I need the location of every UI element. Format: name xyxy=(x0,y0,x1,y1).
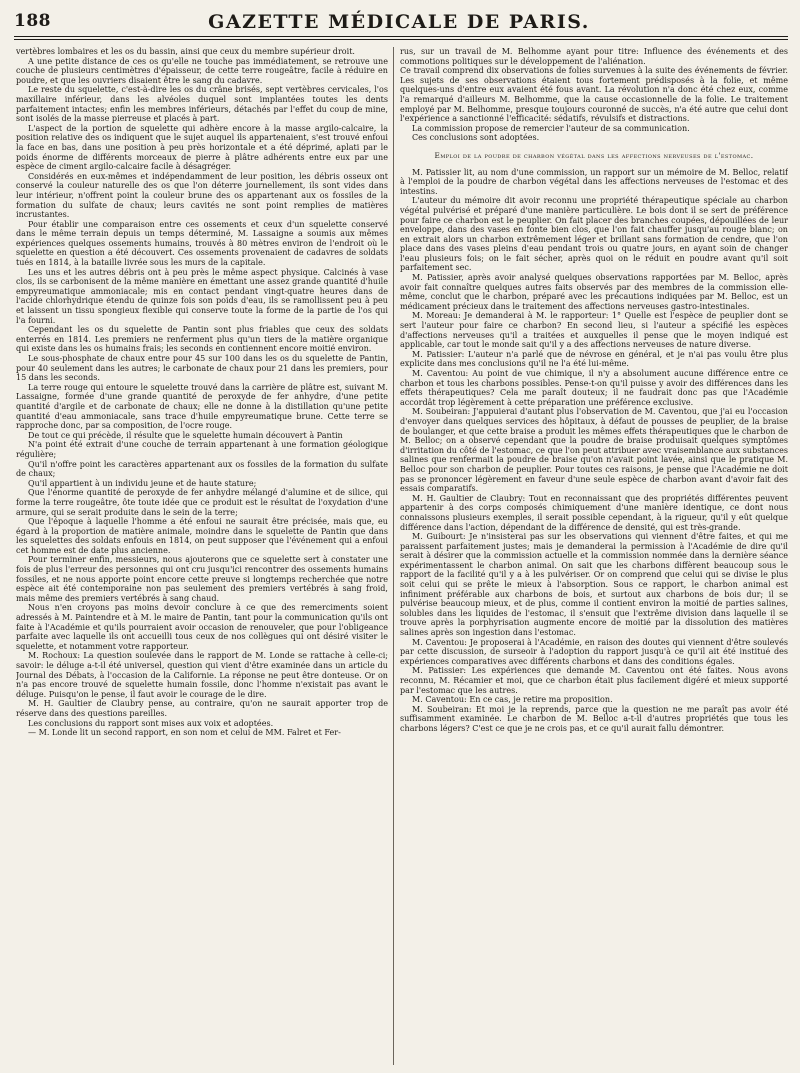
paragraph: M. Patissier: Les expériences que demande M. Caventou ont été faites. Nous avons reconnu, M. Récamier et moi, que ce charbon était plus facilement digéré et mieux supporté par l'estomac que les autres. xyxy=(400,666,788,695)
paragraph: M. Guibourt: Je n'insisterai pas sur les observations qui viennent d'être faites, et qui me paraissent parfaitement justes; mais je demanderai la permission à l'Académie de dire qu'il serait à désirer que la commission actuelle et la commission nommée dans la dernière séance expérimentassent le charbon animal. On sait que les charbons diffèrent beaucoup sous le rapport de la facilité qu'il y a à les pulvériser. Or on comprend que celui qui se divise le plus soit celui qui se prête le mieux à l'absorption. Sous ce rapport, le charbon animal est infiniment préférable aux charbons de bois, et surtout aux charbons de bois dur; il se pulvérise beaucoup mieux, et de plus, comme il contient environ la moitié de parties salines, solubles dans les liquides de l'estomac, il s'ensuit que l'extrême division dans laquelle il se trouve après la porphyrisation augmente encore de moitié par la dissolution des matières salines après son ingestion dans l'estomac. xyxy=(400,532,788,638)
paragraph: De tout ce qui précède, il résulte que le squelette humain découvert à Pantin xyxy=(28,430,343,440)
paragraph: vertèbres lombaires et les os du bassin, ainsi que ceux du membre supérieur droit. xyxy=(16,47,355,56)
paragraph: M. Moreau: Je demanderai à M. le rapporteur: 1° Quelle est l'espèce de peuplier dont se sert l'auteur pour faire ce charbon? En second lieu, si l'auteur a spécifié les espèces d'affections nerveuses qu'il a traitées et auxquelles il pense que le moyen indiqué est applicable, car tout le monde sait qu'il y a des affections nerveuses de nature diverse. xyxy=(400,311,788,350)
paragraph: L'auteur du mémoire dit avoir reconnu une propriété thérapeutique spéciale au charbon végétal pulvérisé et préparé d'une manière particulière. Le bois dont il se sert de préférence pour faire ce charbon est le peuplier. On fait placer des branches coupées, dépouillées de leur enveloppe, dans des vases en fonte bien clos, que l'on fait chauffer jusqu'au rouge blanc; on en extrait alors un charbon extrêmement léger et brillant sans formation de cendre, que l'on place dans des vases pleins d'eau pendant trois ou quatre jours, en ayant soin de changer l'eau plusieurs fois; on le fait sécher, après quoi on le réduit en poudre avant qu'il soit parfaitement sec. xyxy=(400,196,788,273)
paragraph: M. H. Gaultier de Claubry: Tout en reconnaissant que des propriétés différentes peuvent appartenir à des corps composés chimiquement d'une manière identique, ce dont nous connaissons plusieurs exemples, il serait possible cependant, à la rigueur, qu'il y eût quelque différence dans l'action, dépendant de la différence de densité, qui est très-grande. xyxy=(400,493,788,532)
paragraph: Les uns et les autres débris ont à peu près le même aspect physique. Calcinés à vase clos, ils se carbonisent de la même manière en émettant une assez grande quantité d'huile empyreumatique ammoniacale; mis en contact pendant vingt-quatre heures dans de l'acide chlorhydrique étendu de quinze fois son poids d'eau, ils se ramollissent peu à peu et laissent un tissu spongieux flexible qui conserve toute la forme de la partie de l'os qui l'a fourni. xyxy=(16,267,388,325)
paragraph: M. Patissier, après avoir analysé quelques observations rapportées par M. Belloc, après avoir fait connaître quelques autres faits observés par des membres de la commission elle-même, conclut que le charbon, préparé avec les précautions indiquées par M. Belloc, est un médicament précieux dans le traitement des affections nerveuses gastro-intestinales. xyxy=(400,273,788,311)
paragraph: Ces conclusions sont adoptées. xyxy=(412,133,540,143)
paragraph: Qu'il n'offre point les caractères appartenant aux os fossiles de la formation du sulfate de chaux; xyxy=(16,459,388,479)
header-rule xyxy=(14,36,788,37)
paragraph: M. Caventou: Au point de vue chimique, il n'y a absolument aucune différence entre ce charbon et tous les charbons possibles. Pense-t-on qu'il puisse y avoir des différences dans les effets thérapeutiques? Cela me paraît douteux; il ne faudrait donc pas que l'Académie accordât trop légèrement à cette préparation une préférence exclusive. xyxy=(400,369,788,407)
paragraph: M. Caventou: Je proposerai à l'Académie, en raison des doutes qui viennent d'être soulevés par cette discussion, de surseoir à l'adoption du rapport jusqu'à ce qu'il ait été institué des expériences comparatives avec différents charbons et dans des conditions égales. xyxy=(400,637,788,666)
paragraph: Qu'il appartient à un individu jeune et de haute stature; xyxy=(28,478,257,488)
paragraph: M. Caventou: En ce cas, je retire ma proposition. xyxy=(412,695,613,705)
section-heading: Emploi de la poudre de charbon végétal dans les affections nerveuses de l'estomac. xyxy=(434,150,754,160)
paragraph: M. Soubeiran: J'appuierai d'autant plus l'observation de M. Caventou, que j'ai eu l'occasion d'envoyer dans quelques services des hôpitaux, à défaut de pousses de peuplier, de la braise de boulanger, et que cette braise a produit les mêmes effets thérapeutiques que le charbon de M. Belloc; on a observé cependant que la poudre de braise produisait quelques symptômes d'irritation du côté de l'estomac, ce que l'on peut attribuer avec vraisemblance aux substances salines que renfermait la poudre de braise qu'on n'avait point lavée, ainsi que le pratique M. Belloc pour son charbon de peuplier. Pour toutes ces raisons, je pense que l'Académie ne doit pas se prononcer légèrement en faveur d'une seule espèce de charbon avant d'avoir fait des essais comparatifs. xyxy=(400,407,788,494)
paragraph: M. H. Gaultier de Claubry pense, au contraire, qu'on ne saurait apporter trop de réserve dans des questions pareilles. xyxy=(16,699,388,718)
paragraph: La terre rouge qui entoure le squelette trouvé dans la carrière de plâtre est, suivant M. Lassaigne, formée d'une grande quantité de peroxyde de fer anhydre, d'une petite quantité d'argile et de carbonate de chaux; elle ne donne à la distillation qu'une petite quantité d'eau ammoniacale, sans trace d'huile empyreumatique brune. Cette terre se rapproche donc, par sa composition, de l'ocre rouge. xyxy=(16,382,388,431)
paragraph: M. Patissier: L'auteur n'a parlé que de névrose en général, et je n'ai pas voulu être plus explicite dans mes conclusions qu'il ne l'a été lui-même. xyxy=(400,349,788,369)
paragraph: Cependant les os du squelette de Pantin sont plus friables que ceux des soldats enterrés en 1814. Les premiers ne renferment plus qu'un tiers de la matière organique qui existe dans les os humains frais; les seconds en contiennent encore moitié environ. xyxy=(16,325,388,354)
paragraph: Ce travail comprend dix observations de folies survenues à la suite des événements de février. Les sujets de ses observations étaient tous fortement prédisposés à la folie, et même quelques-uns d'entre eux avaient été fous avant. La révolution n'a donc été chez eux, comme l'a remarqué d'ailleurs M. Belhomme, que la cause occasionnelle de la folie. Le traitement employé par M. Belhomme, presque toujours couronné de succès, n'a été autre que celui dont l'expérience a sanctionné l'efficacité: sédatifs, révulsifs et distractions. xyxy=(400,66,788,124)
header-rule-thin xyxy=(14,39,788,40)
paragraph: N'a point été extrait d'une couche de terrain appartenant à une formation géologique régulière; xyxy=(16,440,388,459)
paragraph: Le sous-phosphate de chaux entre pour 45 sur 100 dans les os du squelette de Pantin, pour 40 seulement dans les autres; le carbonate de chaux pour 21 dans les premiers, pour 15 dans les seconds. xyxy=(16,354,388,383)
paragraph: L'aspect de la portion de squelette qui adhère encore à la masse argilo-calcaire, la position relative des os indiquent que le sujet auquel ils appartenaient, s'est trouvé enfoui la face en bas, dans une position à peu près horizontale et a été déprimé, aplati par le poids énorme de différents morceaux de pierre à plâtre adhérents entre eux par une espèce de ciment argilo-calcaire facile à désagréger. xyxy=(16,123,388,172)
paragraph: Les conclusions du rapport sont mises aux voix et adoptées. xyxy=(28,718,274,728)
paragraph: Pour terminer enfin, messieurs, nous ajouterons que ce squelette sert à constater une fois de plus l'erreur des personnes qui ont cru jusqu'ici rencontrer des ossements humains fossiles, et ne nous apporte point encore cette preuve si longtemps recherchée que notre espèce ait été contemporaine non pas seulement des premiers vertébrés à sang froid, mais même des premiers vertébrés à sang chaud. xyxy=(16,555,388,603)
paragraph: M. Patissier lit, au nom d'une commission, un rapport sur un mémoire de M. Belloc, relatif à l'emploi de la poudre de charbon végétal dans les affections nerveuses de l'estomac et des intestins. xyxy=(400,167,788,196)
paragraph: M. Rochoux: La question soulevée dans le rapport de M. Londe se rattache à celle-ci; savoir: le déluge a-t-il été universel, question qui vient d'être examinée dans un article du Journal des Débats, à l'occasion de la Californie. La réponse ne peut être donteuse. Or on n'a pas encore trouvé de squelette humain fossile, donc l'homme n'existait pas avant le déluge. Puisqu'on le pense, il faut avoir le courage de le dire. xyxy=(16,651,388,699)
paragraph: La commission propose de remercier l'auteur de sa communication. xyxy=(412,123,690,133)
paragraph: rus, sur un travail de M. Belhomme ayant pour titre: Influence des événements et des commotions politiques sur le développement de l'aliénation. xyxy=(400,47,788,66)
column-separator xyxy=(393,47,394,1065)
left-column xyxy=(16,47,388,1065)
paragraph: Considérés en eux-mêmes et indépendamment de leur position, les débris osseux ont conservé la couleur naturelle des os que l'on déterre journellement, ils sont vides dans leur intérieur, n'offrent point la couleur brune des os appartenant aux os fossiles de la formation du sulfate de chaux; leurs cavités ne sont point remplies de matières incrustantes. xyxy=(16,171,388,220)
page-header xyxy=(8,11,790,47)
paragraph: M. Soubeiran: Et moi je la reprends, parce que la question ne me paraît pas avoir été suffisamment examinée. Le charbon de M. Belloc a-t-il d'autres propriétés que tous les charbons légers? C'est ce que je ne crois pas, et ce qu'il aurait fallu démontrer. xyxy=(400,704,788,733)
paragraph: Pour établir une comparaison entre ces ossements et ceux d'un squelette conservé dans le même terrain depuis un temps déterminé, M. Lassaigne a soumis aux mêmes expériences quelques ossements humains, trouvés à 80 mètres environ de l'endroit où le squelette en question a été découvert. Ces ossements provenaient de cadavres de soldats tués en 1814, à la bataille livrée sous les murs de la capitale. xyxy=(16,219,388,268)
journal-title: GAZETTE MÉDICALE DE PARIS. xyxy=(208,11,590,33)
paragraph: Que l'énorme quantité de peroxyde de fer anhydre mélangé d'alumine et de silice, qui forme la terre rougeâtre, ôte toute idée que ce produit est le résultat de l'oxydation d'une armure, qui se serait produite dans le sein de la terre; xyxy=(16,488,388,517)
right-column xyxy=(400,47,788,1065)
paragraph: — M. Londe lit un second rapport, en son nom et celui de MM. Falret et Fer- xyxy=(28,728,341,738)
page-number: 188 xyxy=(14,11,51,31)
paragraph: Que l'époque à laquelle l'homme a été enfoui ne saurait être précisée, mais que, eu égard à la proportion de matière animale, moindre dans le squelette de Pantin que dans les squelettes des soldats enfouis en 1814, on peut supposer que l'événement qui a enfoui cet homme est de date plus ancienne. xyxy=(16,517,388,555)
paragraph: Nous n'en croyons pas moins devoir conclure à ce que des remerciments soient adressés à M. Paintendre et à M. le maire de Pantin, tant pour la communication qu'ils ont faite à l'Académie et qu'ils pourraient avoir occasion de renouveler, que pour l'obligeance parfaite avec laquelle ils ont accueilli tous ceux de nos collègues qui ont désiré visiter le squelette, et notamment votre rapporteur. xyxy=(16,603,388,651)
paragraph: Le reste du squelette, c'est-à-dire les os du crâne brisés, sept vertèbres cervicales, l'os maxillaire inférieur, dans les alvéoles duquel sont implantées toutes les dents parfaitement intactes; enfin les membres inférieurs, détachés par l'effet du coup de mine, sont isolés de la masse pierreuse et placés à part. xyxy=(16,85,388,124)
paragraph: A une petite distance de ces os qu'elle ne touche pas immédiatement, se retrouve une couche de plusieurs centimètres d'épaisseur, de cette terre rougeâtre, facile à réduire en poudre, et que les ouvriers disaient être le sang du cadavre. xyxy=(16,56,388,85)
